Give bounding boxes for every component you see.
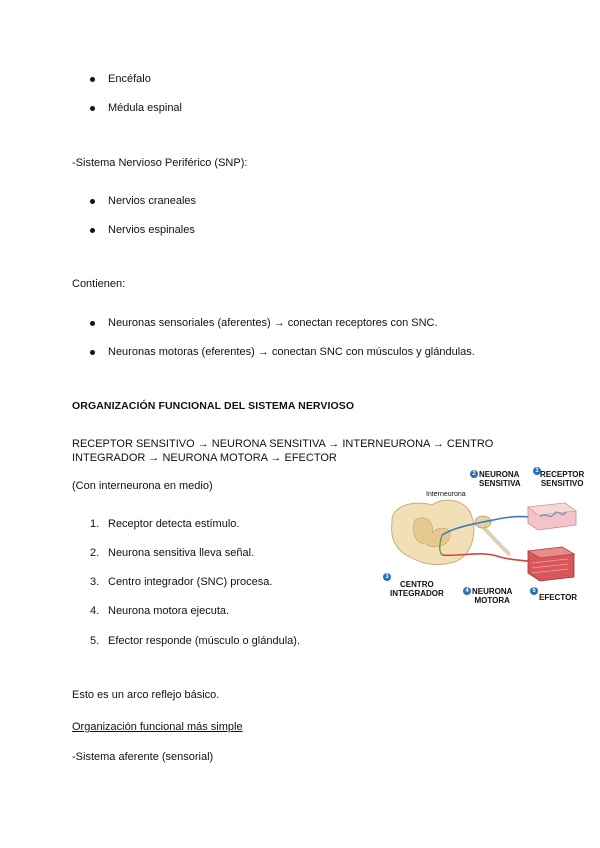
badge-1-icon: 1	[533, 467, 541, 475]
step-text: Efector responde (músculo o glándula).	[108, 635, 300, 647]
step-text: Neurona sensitiva lleva señal.	[108, 547, 255, 559]
step-number: 5.	[90, 635, 100, 647]
badge-4-icon: 4	[463, 587, 471, 595]
bullet-icon	[90, 321, 95, 326]
figure-label-receptor: RECEPTOR SENSITIVO	[540, 470, 585, 488]
step-text: Neurona motora ejecuta.	[108, 605, 230, 617]
step-number: 4.	[90, 605, 100, 617]
afferent-line: -Sistema aferente (sensorial)	[72, 751, 214, 763]
bullet-icon	[90, 106, 95, 111]
figure-label-efector: EFECTOR	[539, 593, 578, 602]
step-number: 3.	[90, 576, 100, 588]
bullet-icon	[90, 350, 95, 355]
effector-muscle-block	[528, 547, 574, 581]
badge-2-icon: 2	[470, 470, 478, 478]
figure-label-centro: CENTRO INTEGRADOR	[390, 580, 444, 598]
interneuron-note: (Con interneurona en medio)	[72, 480, 213, 492]
bullet-icon	[90, 228, 95, 233]
figure-label-neurona-motora: NEURONA MOTORA	[472, 587, 513, 605]
figure-label-neurona-sensitiva: NEURONA SENSITIVA	[479, 470, 521, 488]
list-item-text: Neuronas sensoriales (aferentes) → conectan receptores con SNC.	[108, 317, 438, 329]
list-item-text: Encéfalo	[108, 73, 151, 85]
snp-heading: -Sistema Nervioso Periférico (SNP):	[72, 157, 248, 169]
figure-label-interneurona: Interneurona	[426, 491, 466, 498]
step-text: Receptor detecta estímulo.	[108, 518, 240, 530]
list-item-text: Médula espinal	[108, 102, 182, 114]
step-number: 2.	[90, 547, 100, 559]
badge-3-icon: 3	[383, 573, 391, 581]
step-text: Centro integrador (SNC) procesa.	[108, 576, 273, 588]
reflex-arc-figure	[380, 465, 595, 610]
simple-org-title: Organización funcional más simple	[72, 721, 243, 733]
reflex-note: Esto es un arco reflejo básico.	[72, 689, 220, 701]
list-item-text: Neuronas motoras (eferentes) → conectan SNC con músculos y glándulas.	[108, 346, 475, 358]
badge-5-icon: 5	[530, 587, 538, 595]
flow-line: INTEGRADOR → NEURONA MOTORA → EFECTOR	[72, 452, 337, 464]
list-item-text: Nervios craneales	[108, 195, 197, 207]
bullet-icon	[90, 199, 95, 204]
bullet-icon	[90, 77, 95, 82]
contienen-label: Contienen:	[72, 278, 126, 290]
nerve-bundle	[483, 527, 510, 555]
section-title: ORGANIZACIÓN FUNCIONAL DEL SISTEMA NERVIOSO	[72, 400, 355, 412]
flow-line: RECEPTOR SENSITIVO → NEURONA SENSITIVA → INTERNEURONA → CENTRO	[72, 438, 494, 450]
list-item-text: Nervios espinales	[108, 224, 195, 236]
step-number: 1.	[90, 518, 100, 530]
receptor-skin-block	[528, 503, 576, 530]
